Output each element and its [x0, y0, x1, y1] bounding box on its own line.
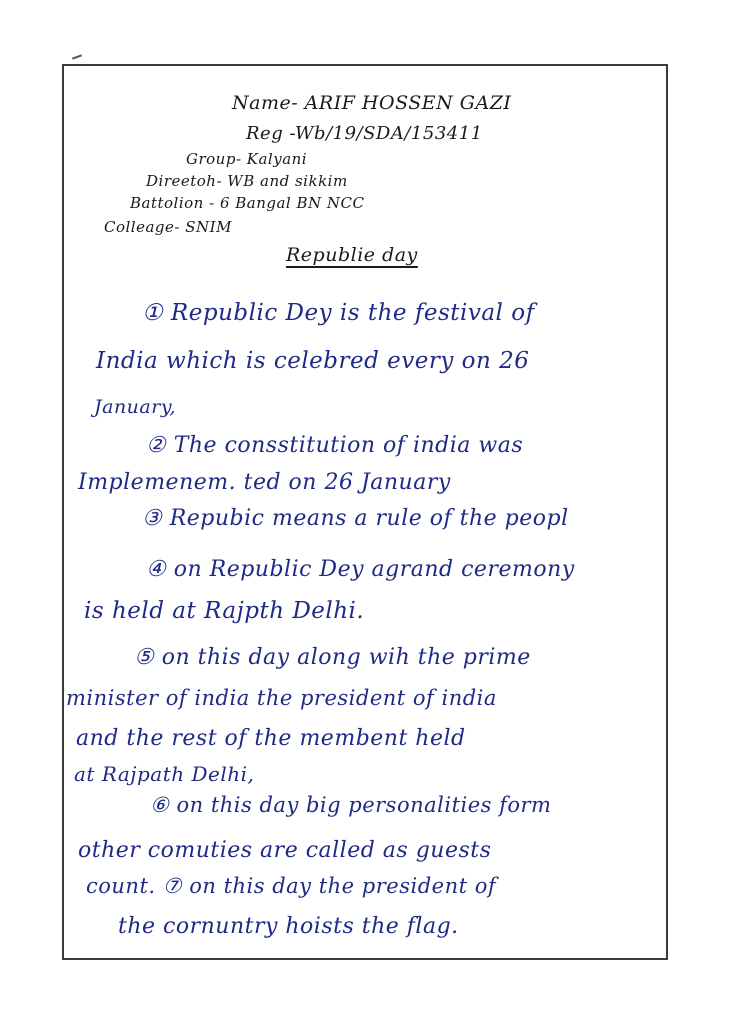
pen-mark [72, 54, 82, 59]
essay-line: minister of india the president of india [66, 686, 497, 710]
group-line: Group- Kalyani [186, 150, 308, 168]
registration-number: Reg -Wb/19/SDA/153411 [246, 123, 483, 144]
essay-line: January, [94, 396, 177, 418]
essay-line: is held at Rajpth Delhi. [84, 598, 365, 624]
essay-line: ③ Repubic means a rule of the peopl [142, 506, 569, 531]
directorate-line: Direetoh- WB and sikkim [146, 172, 348, 190]
essay-line: the cornuntry hoists the flag. [118, 914, 459, 939]
college-line: Colleage- SNIM [104, 218, 232, 236]
essay-line: Implemenem. ted on 26 January [78, 470, 451, 495]
essay-line: India which is celebred every on 26 [96, 348, 530, 374]
essay-line: ① Republic Dey is the festival of [142, 300, 535, 326]
essay-line: at Rajpath Delhi, [74, 762, 255, 786]
essay-line: ④ on Republic Dey agrand ceremony [146, 557, 575, 582]
essay-line: count. ⑦ on this day the president of [86, 874, 497, 898]
essay-line: ⑤ on this day along wih the prime [134, 645, 531, 670]
student-name: Name- ARIF HOSSEN GAZI [232, 92, 512, 114]
battalion-line: Battolion - 6 Bangal BN NCC [130, 194, 365, 212]
essay-line: ⑥ on this day big personalities form [150, 793, 552, 817]
page-border-top [62, 64, 668, 66]
essay-line: and the rest of the membent held [76, 726, 466, 751]
page-border-right [666, 66, 668, 959]
page-border-left [62, 66, 64, 959]
essay-line: ② The consstitution of india was [146, 433, 524, 458]
essay-line: other comuties are called as guests [78, 838, 492, 863]
page-border-bottom [62, 958, 668, 960]
essay-title: Republie day [286, 244, 418, 266]
